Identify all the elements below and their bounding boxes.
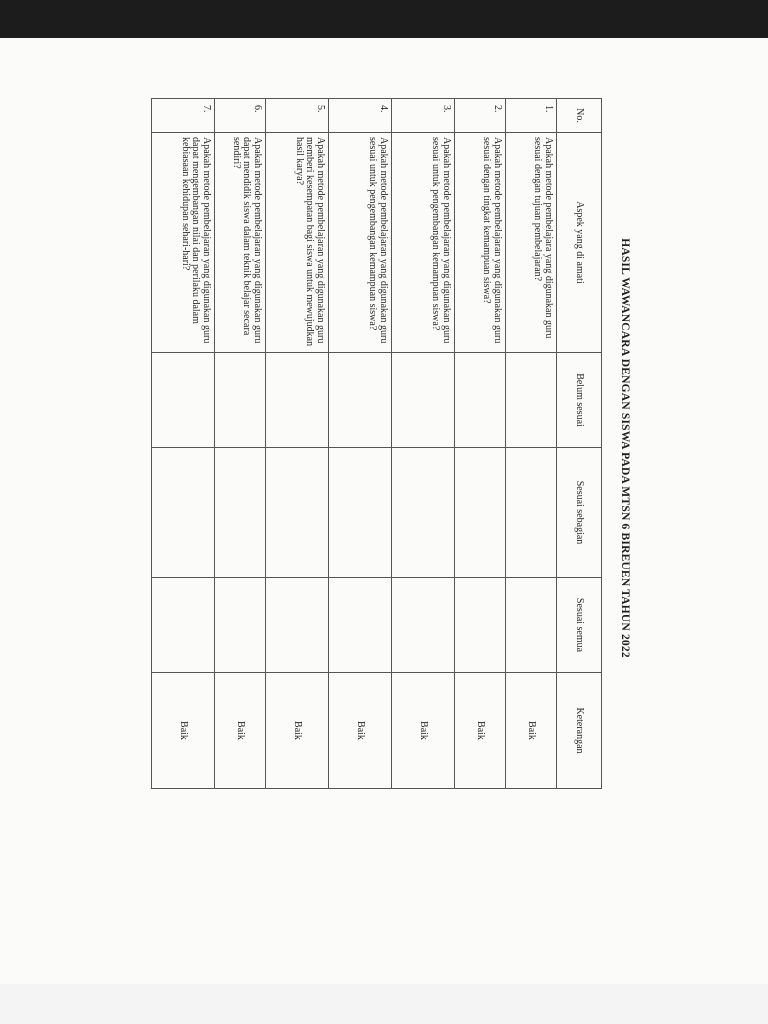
row-number: 4. [329, 99, 392, 133]
table-row [152, 99, 215, 789]
row-sesuai-semua [392, 578, 455, 673]
row-belum-sesuai [392, 353, 455, 448]
row-aspek: Apakah metode pembelajaran yang digunakan guru sesuai dengan tingkat kemampuan siswa? [455, 133, 506, 353]
row-sesuai-sebagian [392, 448, 455, 578]
row-keterangan: Baik [392, 673, 455, 789]
header-sesuai-sebagian: Sesuai sebagian [557, 448, 602, 578]
row-number: 1. [506, 99, 557, 133]
row-keterangan: Baik [266, 673, 329, 789]
row-belum-sesuai [506, 353, 557, 448]
table-header-row [557, 99, 602, 789]
row-sesuai-semua [152, 578, 215, 673]
row-number: 3. [392, 99, 455, 133]
row-sesuai-sebagian [329, 448, 392, 578]
row-sesuai-sebagian [455, 448, 506, 578]
row-sesuai-semua [329, 578, 392, 673]
row-number: 2. [455, 99, 506, 133]
interview-results-table [151, 98, 602, 789]
row-number: 6. [215, 99, 266, 133]
table-row [329, 99, 392, 789]
row-aspek: Apakah metode pembelajaran yang digunakan guru dapat mendidik siswa dalam teknik belajar secara sendiri? [215, 133, 266, 353]
row-sesuai-semua [215, 578, 266, 673]
row-belum-sesuai [329, 353, 392, 448]
row-aspek: Apakah metode pembelajaran yang digunakan guru sesuai untuk pengembangan kemampuan siswa? [392, 133, 455, 353]
row-keterangan: Baik [506, 673, 557, 789]
row-number: 7. [152, 99, 215, 133]
table-row [506, 99, 557, 789]
row-belum-sesuai [152, 353, 215, 448]
header-sesuai-semua: Sesuai semua [557, 578, 602, 673]
row-aspek: Apakah metode pembelajaran yang digunakan guru dapat mengembangan nilai dan perilaku dalam kebiasaan kehidupan sehari-hari? [152, 133, 215, 353]
row-sesuai-semua [506, 578, 557, 673]
table-row [392, 99, 455, 789]
header-no: No. [557, 99, 602, 133]
row-aspek: Apakah metode pembelajaran yang digunakan guru memberi kesempatan bagi siswa untuk mewujudkan hasil karya? [266, 133, 329, 353]
header-belum-sesuai: Belum sesuai [557, 353, 602, 448]
row-sesuai-semua [455, 578, 506, 673]
row-aspek: Apakah metode pembelajara yang digunakan guru sesuai dengan tujuan pembelajaran? [506, 133, 557, 353]
row-keterangan: Baik [152, 673, 215, 789]
header-keterangan: Keterangan [557, 673, 602, 789]
table-row [266, 99, 329, 789]
row-belum-sesuai [266, 353, 329, 448]
document-title: HASIL WAWANCARA DENGAN SISWA PADA MTSN 6 BIREUEN TAHUN 2022 [619, 238, 631, 658]
row-aspek: Apakah metode pembelajaran yang digunakan guru sesuai untuk pengembangan kemampuan siswa? [329, 133, 392, 353]
row-sesuai-semua [266, 578, 329, 673]
row-sesuai-sebagian [152, 448, 215, 578]
table-row [455, 99, 506, 789]
row-keterangan: Baik [329, 673, 392, 789]
rotated-document [100, 98, 640, 798]
table-row [215, 99, 266, 789]
row-number: 5. [266, 99, 329, 133]
row-belum-sesuai [215, 353, 266, 448]
row-sesuai-sebagian [215, 448, 266, 578]
row-sesuai-sebagian [506, 448, 557, 578]
scanner-bottom-band [0, 984, 768, 1024]
row-keterangan: Baik [215, 673, 266, 789]
scanner-top-band [0, 0, 768, 38]
row-sesuai-sebagian [266, 448, 329, 578]
header-aspek: Aspek yang di amati [557, 133, 602, 353]
row-keterangan: Baik [455, 673, 506, 789]
row-belum-sesuai [455, 353, 506, 448]
